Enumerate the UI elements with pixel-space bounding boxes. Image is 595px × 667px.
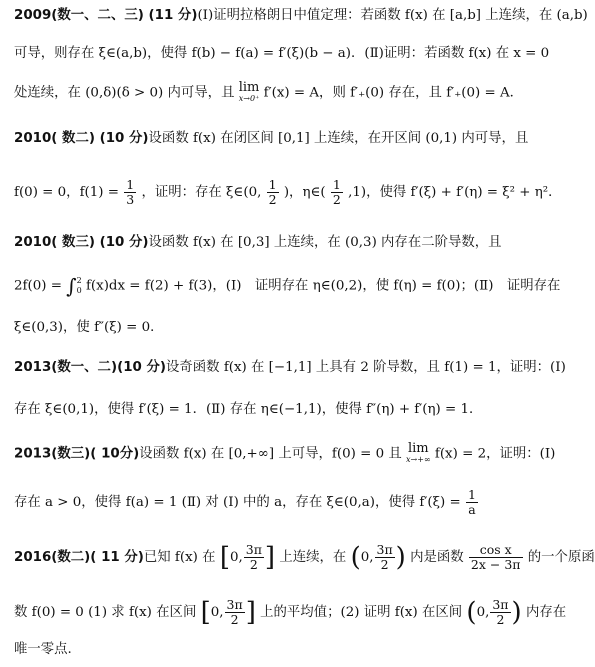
fraction-3pi-over-2-b: $\frac{3\pi}{2}$ [376,542,393,572]
fraction-3pi-over-2-d: $\frac{3\pi}{2}$ [492,597,509,627]
problem-2010-2-header: 2010( 数二) (10 分) [14,131,149,146]
problem-2013-12-line-2: 存在 ξ∈(0,1)，使得 f′(ξ) = 1．(Ⅱ) 存在 η∈(−1,1)，使得 f″(η) + f′(η) = 1． [14,402,483,417]
limit-infinity: lim x→+∞ [406,441,431,464]
fraction-cos-over-linear: $\frac{\text{cos x}}{2x - 3\pi}$ [470,542,521,572]
fraction-one-over-a: $\frac{1}{a}$ [467,487,476,517]
problem-2010-3-header: 2010( 数三) (10 分) [14,235,149,250]
problem-2010-2-line-1: 2010( 数二) (10 分)设函数 f(x) 在闭区间 [0,1] 上连续，在开区间 (0,1) 内可导，且 [14,131,529,146]
fraction-3pi-over-2: $\frac{3\pi}{2}$ [245,542,262,572]
problem-2016-line-3: 唯一零点. [14,642,72,657]
problem-2013-12-line-1: 2013(数一、二)(10 分)设奇函数 f(x) 在 [−1,1] 上具有 2 阶导数，且 f(1) = 1，证明：(Ⅰ) [14,360,566,375]
integral-sign: ∫ [66,274,77,298]
problem-2010-3-line-2: 2f(0) = ∫ 2 0 f(x)dx = f(2) + f(3)，(Ⅰ) 证明存在 η∈(0,2)，使 f(η) = f(0)；(Ⅱ) 证明存在 [14,274,561,298]
integral-limits: 2 0 [76,276,82,295]
problem-2009-line-2: 可导，则存在 ξ∈(a,b)，使得 f(b) − f(a) = f′(ξ)(b − a)．(Ⅱ)证明：若函数 f(x) 在 x = 0 [14,46,550,61]
problem-2010-3-line-3: ξ∈(0,3)，使 f″(ξ) = 0． [14,320,164,335]
fraction-one-third: $\frac{1}{3}$ [126,177,135,207]
problem-2013-12-header: 2013(数一、二)(10 分) [14,360,166,375]
problem-2010-3-line-1: 2010( 数三) (10 分)设函数 f(x) 在 [0,3] 上连续，在 (0,3) 内存在二阶导数，且 [14,235,502,250]
fraction-3pi-over-2-c: $\frac{3\pi}{2}$ [226,597,243,627]
problem-2016-header: 2016(数二)( 11 分) [14,550,144,565]
problem-2010-2-line-2: f(0) = 0，f(1) = $\frac{1}{3}$ ，证明：存在 ξ∈(0, $\frac{1}{2}$ )，η∈( $\frac{1}{2}$ ,1)，使得 f′(ξ) + f′(η) = ξ² + η²． [14,177,562,207]
problem-2013-3-line-2: 存在 a > 0，使得 f(a) = 1 (Ⅱ) 对 (Ⅰ) 中的 a，存在 ξ∈(0,a)，使得 f′(ξ) = $\frac{1}{a}$ [14,487,476,517]
fraction-one-half-2: $\frac{1}{2}$ [332,177,341,207]
problem-2009-line-3: 处连续，在 (0,δ)(δ > 0) 内可导，且 lim x→0⁺ f′(x) = A，则 f′₊(0) 存在，且 f′₊(0) = A． [14,80,524,103]
problem-2009-header: 2009(数一、二、三) (11 分) [14,8,198,23]
problem-2016-line-1: 2016(数二)( 11 分)已知 f(x) 在 [0, $\frac{3\pi}{2}$ ] 上连续，在 (0, $\frac{3\pi}{2}$ ) 内是函数 $\frac{\text{cos x}}{2x - 3\pi}$ 的一个原函 [14,542,595,573]
problem-2013-3-line-1: 2013(数三)( 10分)设函数 f(x) 在 [0,+∞] 上可导，f(0) = 0 且 lim x→+∞ f(x) = 2，证明：(Ⅰ) [14,441,556,464]
problem-2013-3-header: 2013(数三)( 10分) [14,446,140,462]
fraction-one-half: $\frac{1}{2}$ [268,177,277,207]
problem-2009-line-1: 2009(数一、二、三) (11 分)(Ⅰ)证明拉格朗日中值定理：若函数 f(x) 在 [a,b] 上连续，在 (a,b) [14,8,588,23]
limit-expression: lim x→0⁺ [238,80,260,103]
problem-2016-line-2: 数 f(0) = 0 (1) 求 f(x) 在区间 [0, $\frac{3\pi}{2}$ ] 上的平均值；(2) 证明 f(x) 在区间 (0, $\frac{3\pi}{2}$ ) 内存在 [14,597,567,628]
